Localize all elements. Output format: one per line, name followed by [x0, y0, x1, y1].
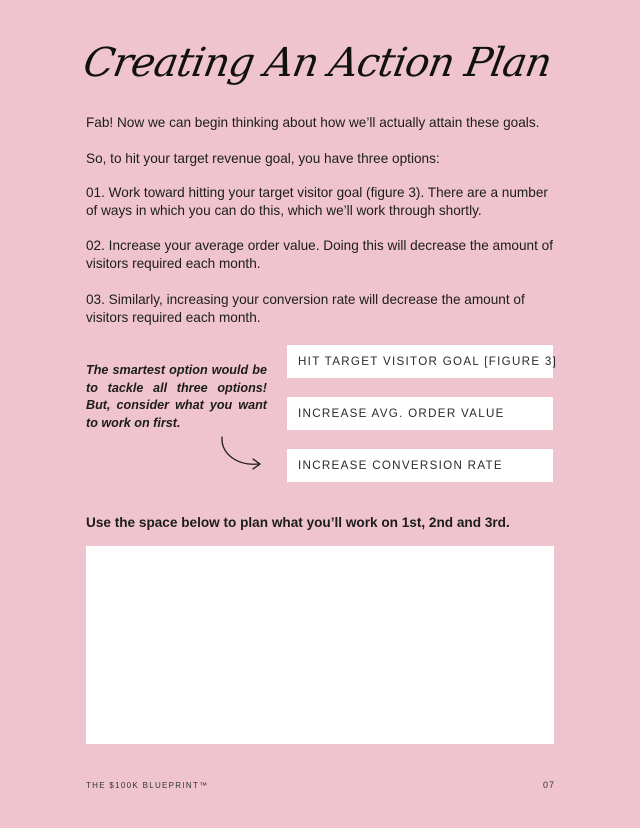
plan-input-area[interactable]	[86, 546, 554, 744]
options-intro-paragraph: So, to hit your target revenue goal, you have three options:	[86, 151, 440, 166]
callout-text: The smartest option would be to tackle all three options! But, consider what you want to work on first.	[86, 363, 267, 430]
option-03-paragraph: 03. Similarly, increasing your conversion rate will decrease the amount of visitors required each month.	[86, 292, 525, 325]
option-box-conversion-rate: INCREASE CONVERSION RATE	[287, 449, 553, 482]
option-box-visitor-goal: HIT TARGET VISITOR GOAL [FIGURE 3]	[287, 345, 553, 378]
option-01-paragraph: 01. Work toward hitting your target visitor goal (figure 3). There are a number of ways in which you can do this, which we’ll work through shortly.	[86, 185, 548, 218]
page-title: Creating An Action Plan	[79, 40, 555, 86]
plan-instruction: Use the space below to plan what you’ll work on 1st, 2nd and 3rd.	[86, 515, 510, 530]
curved-arrow-icon	[219, 434, 265, 474]
option-box-order-value: INCREASE AVG. ORDER VALUE	[287, 397, 553, 430]
footer-page-number: 07	[543, 780, 556, 790]
footer-brand: THE $100K BLUEPRINT™	[86, 781, 209, 790]
option-02-paragraph: 02. Increase your average order value. Doing this will decrease the amount of visitors required each month.	[86, 238, 553, 271]
intro-paragraph: Fab! Now we can begin thinking about how we’ll actually attain these goals.	[86, 115, 540, 130]
